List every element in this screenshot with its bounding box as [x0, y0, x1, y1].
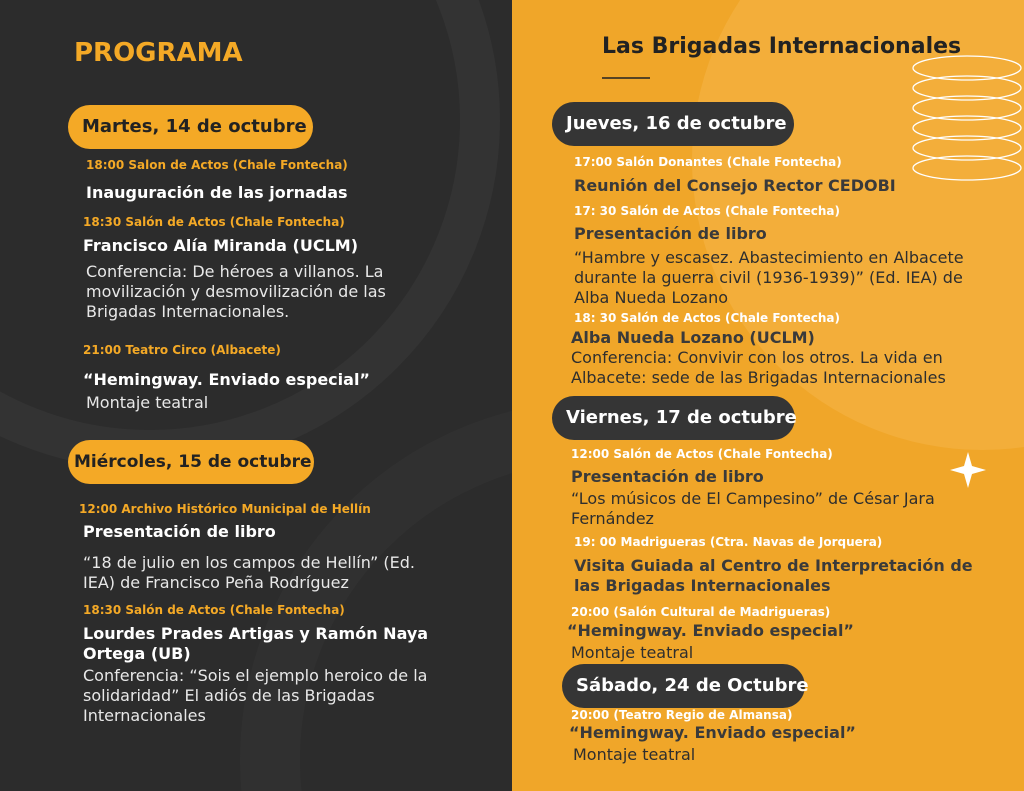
series-title: Las Brigadas Internacionales — [602, 34, 962, 59]
event-title: Presentación de libro — [574, 224, 767, 243]
event-description: “Los músicos de El Campesino” de César Jara Fernández — [571, 489, 935, 528]
event-title: Presentación de libro — [571, 467, 764, 486]
right-panel — [512, 0, 1024, 791]
event-venue: 17:00 Salón Donantes (Chale Fontecha) — [574, 155, 842, 169]
event-description: Montaje teatral — [573, 745, 696, 764]
event-title: “Hemingway. Enviado especial” — [569, 723, 856, 742]
sparkle-icon — [950, 452, 986, 488]
event-title: Francisco Alía Miranda (UCLM) — [83, 236, 359, 255]
day-pill-friday: Viernes, 17 de octubre — [552, 396, 795, 440]
day-pill-thursday: Jueves, 16 de octubre — [552, 102, 794, 146]
event-description: Conferencia: Convivir con los otros. La vida en Albacete: sede de las Brigadas Internacionales — [571, 348, 946, 387]
event-venue: 20:00 (Teatro Regio de Almansa) — [571, 708, 793, 722]
day-pill-tuesday: Martes, 14 de octubre — [68, 105, 313, 149]
event-title: Presentación de libro — [83, 522, 276, 541]
event-venue: 12:00 Archivo Histórico Municipal de Hellín — [79, 502, 371, 516]
event-description: Montaje teatral — [571, 643, 694, 662]
event-venue: 18:30 Salón de Actos (Chale Fontecha) — [83, 215, 345, 229]
day-pill-saturday: Sábado, 24 de Octubre — [562, 664, 805, 708]
page-heading: PROGRAMA — [74, 38, 243, 68]
event-venue: 21:00 Teatro Circo (Albacete) — [83, 343, 281, 357]
event-venue: 18:00 Salon de Actos (Chale Fontecha) — [86, 158, 348, 172]
event-venue: 18:30 Salón de Actos (Chale Fontecha) — [83, 603, 345, 617]
event-venue: 17: 30 Salón de Actos (Chale Fontecha) — [574, 204, 840, 218]
day-pill-wednesday: Miércoles, 15 de octubre — [68, 440, 314, 484]
event-description: Montaje teatral — [86, 393, 209, 412]
event-title: Lourdes Prades Artigas y Ramón Naya Ortega (UB) — [83, 624, 429, 663]
event-description: “18 de julio en los campos de Hellín” (Ed. IEA) de Francisco Peña Rodríguez — [83, 553, 415, 592]
event-title: Visita Guiada al Centro de Interpretación de las Brigadas Internacionales — [574, 556, 973, 595]
event-title: “Hemingway. Enviado especial” — [83, 370, 370, 389]
event-venue: 12:00 Salón de Actos (Chale Fontecha) — [571, 447, 833, 461]
event-title: Inauguración de las jornadas — [86, 183, 348, 202]
event-venue: 19: 00 Madrigueras (Ctra. Navas de Jorquera) — [574, 535, 883, 549]
event-venue: 18: 30 Salón de Actos (Chale Fontecha) — [574, 311, 840, 325]
event-description: Conferencia: De héroes a villanos. La movilización y desmovilización de las Brigadas Internacionales. — [86, 262, 386, 321]
event-title: “Hemingway. Enviado especial” — [567, 621, 854, 640]
event-description: “Hambre y escasez. Abastecimiento en Albacete durante la guerra civil (1936-1939)” (Ed. IEA) de Alba Nueda Lozano — [574, 248, 964, 307]
event-description: Conferencia: “Sois el ejemplo heroico de la solidaridad” El adiós de las Brigadas Internacionales — [83, 666, 428, 725]
event-venue: 20:00 (Salón Cultural de Madrigueras) — [571, 605, 831, 619]
event-title: Alba Nueda Lozano (UCLM) — [571, 328, 815, 347]
event-title: Reunión del Consejo Rector CEDOBI — [574, 176, 896, 195]
